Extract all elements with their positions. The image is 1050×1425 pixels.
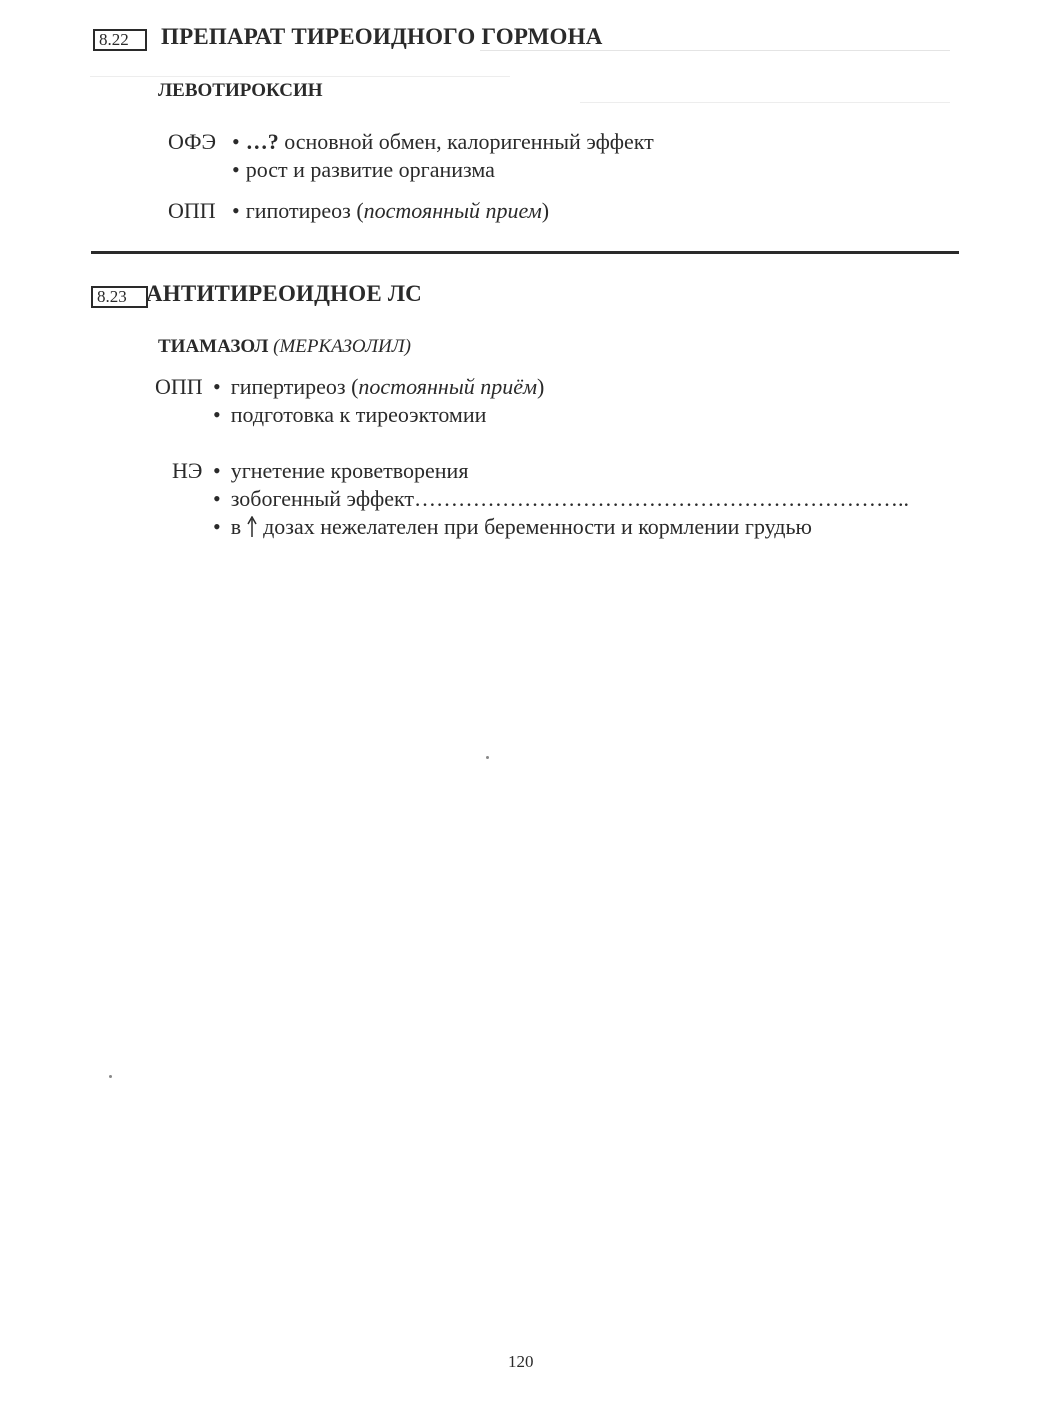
scan-speck [109, 1075, 112, 1078]
scan-artifact-line [90, 76, 510, 77]
bullet: • [232, 157, 240, 182]
item-text: подготовка к тиреоэктомии [230, 402, 487, 427]
item-text: гипотиреоз ( [245, 198, 364, 223]
section-number-box [93, 29, 147, 51]
item-text: рост и развитие организма [245, 157, 495, 182]
drug-name: ЛЕВОТИРОКСИН [158, 80, 323, 101]
scan-artifact-line [480, 50, 950, 51]
section-number: 8.23 [97, 287, 127, 306]
ne-label: НЭ [172, 458, 203, 483]
item-text: зобогенный эффект………………………………………………………….. [230, 486, 910, 511]
section-title: АНТИТИРЕОИДНОЕ ЛС [146, 281, 422, 306]
bullet: • [213, 458, 221, 483]
list-item [232, 198, 549, 224]
bullet: • [213, 514, 221, 539]
section-divider [91, 251, 959, 254]
scan-artifact-line [580, 102, 950, 103]
drug-name-text: ТИАМАЗОЛ [158, 336, 269, 357]
page-number: 120 [508, 1352, 534, 1371]
item-text: гипертиреоз ( [230, 374, 359, 399]
drug-alt-name: (МЕРКАЗОЛИЛ) [273, 336, 411, 357]
scan-speck [486, 756, 489, 759]
section-number: 8.22 [99, 30, 129, 49]
up-arrow-icon [245, 516, 259, 538]
bullet: • [213, 374, 221, 399]
item-text: дозах нежелателен при беременности и кормлении грудью [263, 514, 812, 539]
item-bold-prefix: …? [245, 129, 279, 154]
bullet: • [232, 198, 240, 223]
section-number-box [91, 286, 148, 308]
section-title: ПРЕПАРАТ ТИРЕОИДНОГО ГОРМОНА [161, 24, 603, 49]
ofe-label: ОФЭ [168, 129, 217, 154]
list-item [213, 514, 812, 540]
item-text: угнетение кроветворения [230, 458, 469, 483]
list-item [213, 486, 909, 512]
opp-label: ОПП [168, 198, 216, 223]
list-item [232, 129, 654, 155]
list-item [213, 402, 486, 428]
bullet: • [213, 486, 221, 511]
item-suffix: ) [537, 374, 545, 399]
item-prefix: в [230, 514, 242, 539]
list-item [232, 157, 495, 183]
opp-label: ОПП [155, 374, 203, 399]
item-text: основной обмен, калоригенный эффект [278, 129, 654, 154]
list-item [213, 458, 468, 484]
item-italic: постоянный приём [358, 374, 538, 399]
bullet: • [232, 129, 240, 154]
list-item [213, 374, 544, 400]
item-italic: постоянный прием [363, 198, 542, 223]
drug-name [158, 336, 411, 358]
bullet: • [213, 402, 221, 427]
item-suffix: ) [541, 198, 550, 223]
